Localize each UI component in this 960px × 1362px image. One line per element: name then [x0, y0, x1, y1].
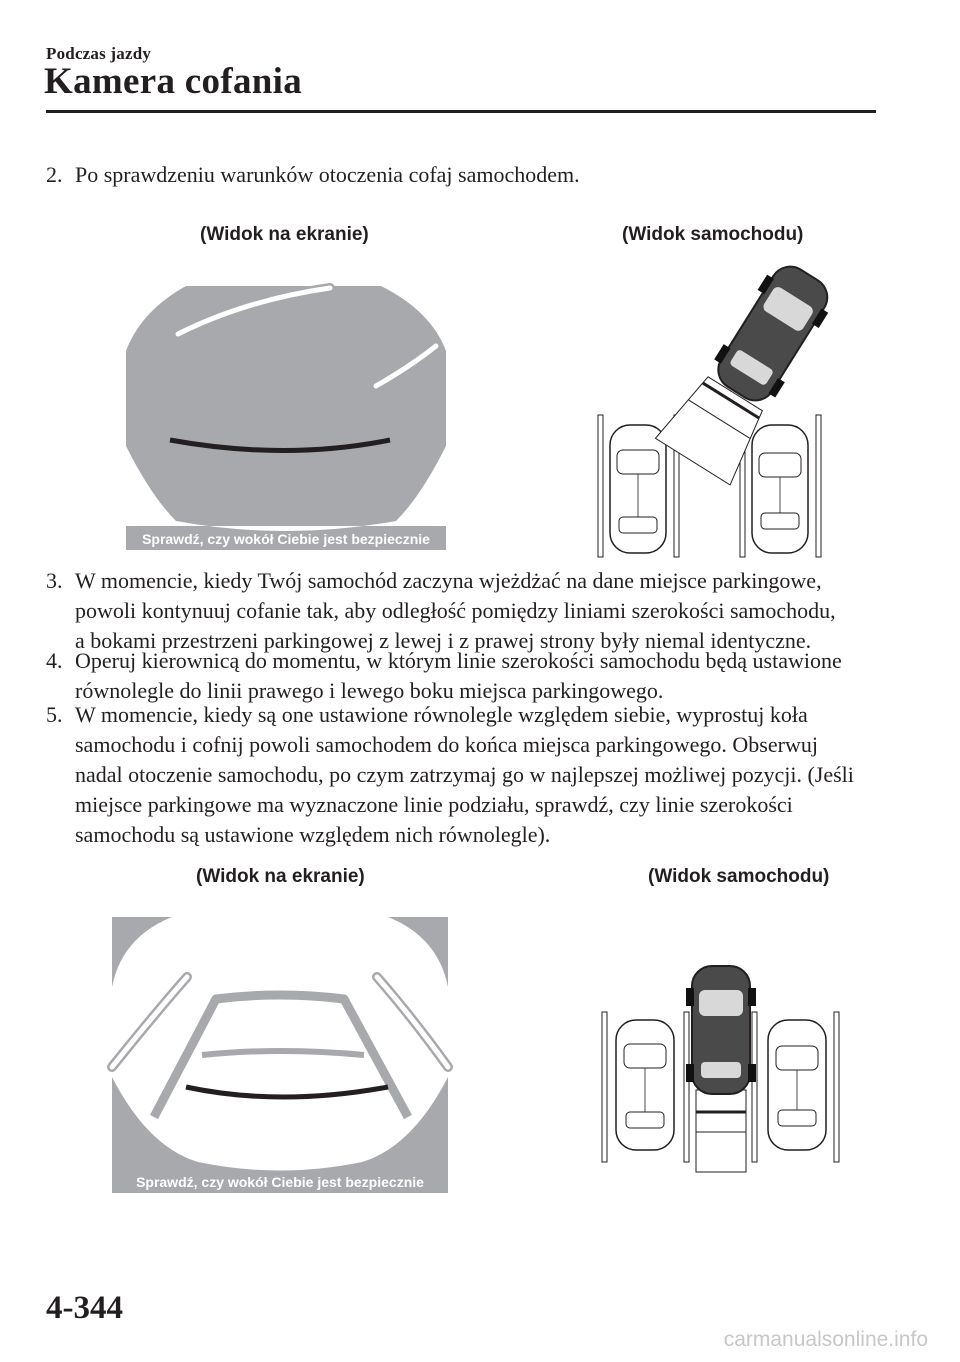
step-number: 3. — [46, 568, 63, 593]
figure2-screen-view — [112, 917, 448, 1193]
figure1-car-view — [590, 255, 830, 560]
parking-line — [816, 415, 821, 557]
parked-car-left — [610, 425, 666, 553]
step-text-line: W momencie, kiedy Twój samochód zaczyna wjeżdżać na dane miejsce parkingowe, — [75, 568, 822, 593]
step-2 — [46, 160, 876, 190]
screen-view-area — [112, 917, 448, 1171]
step-number: 5. — [46, 702, 63, 727]
figure1-screen-caption: (Widok na ekranie) — [200, 224, 369, 245]
parking-line — [834, 1012, 839, 1162]
projected-guide-area — [696, 1090, 746, 1172]
step-text-line: miejsce parkingowe ma wyznaczone linie podziału, sprawdź, czy linie szerokości — [75, 792, 793, 817]
step-5 — [46, 700, 876, 850]
step-text-line: powoli kontynuuj cofanie tak, aby odległość pomiędzy liniami szerokości samochodu, — [75, 598, 836, 623]
page-title: Kamera cofania — [44, 61, 302, 102]
step-text-line: samochodu i cofnij powoli samochodem do końca miejsca parkingowego. Obserwuj — [75, 732, 818, 757]
header-divider — [46, 110, 876, 113]
parked-car-left — [616, 1020, 674, 1150]
figure2-screen-caption: (Widok na ekranie) — [196, 866, 365, 887]
watermark: carmanualsonline.info — [723, 1328, 928, 1351]
figure1-screen-view — [126, 286, 446, 550]
step-text-line: Po sprawdzeniu warunków otoczenia cofaj samochodem. — [75, 162, 580, 187]
figure2-car-view — [600, 962, 840, 1172]
parking-line — [752, 1012, 757, 1162]
step-3 — [46, 566, 876, 656]
step-text-line: samochodu są ustawione względem nich równolegle). — [75, 822, 551, 847]
step-text-line: nadal otoczenie samochodu, po czym zatrzymaj go w najlepszej możliwej pozycji. (Jeśli — [75, 762, 854, 787]
parked-car-right — [752, 425, 808, 553]
parking-line — [684, 1012, 689, 1162]
reversing-car — [686, 966, 756, 1172]
step-text-line: równolegle do linii prawego i lewego boku miejsca parkingowego. — [75, 678, 664, 703]
step-text-line: Operuj kierownicą do momentu, w którym linie szerokości samochodu będą ustawione — [75, 648, 842, 673]
figure2-car-caption: (Widok samochodu) — [648, 866, 830, 887]
step-text-line: W momencie, kiedy są one ustawione równolegle względem siebie, wyprostuj koła — [75, 702, 808, 727]
parking-line — [598, 415, 603, 557]
page-number: 4-344 — [46, 1290, 123, 1326]
screen-warning-text: Sprawdź, czy wokół Ciebie jest bezpiecznie — [136, 1174, 424, 1190]
step-number: 2. — [46, 162, 63, 187]
parking-line — [602, 1012, 607, 1162]
screen-warning-text: Sprawdź, czy wokół Ciebie jest bezpiecznie — [142, 531, 430, 547]
step-text-line: a bokami przestrzeni parkingowej z lewej i z prawej strony były niemal identyczne. — [75, 628, 812, 653]
parked-car-right — [768, 1020, 826, 1150]
figure1-car-caption: (Widok samochodu) — [622, 224, 804, 245]
step-4 — [46, 646, 876, 706]
section-label: Podczas jazdy — [46, 44, 152, 63]
step-number: 4. — [46, 648, 63, 673]
